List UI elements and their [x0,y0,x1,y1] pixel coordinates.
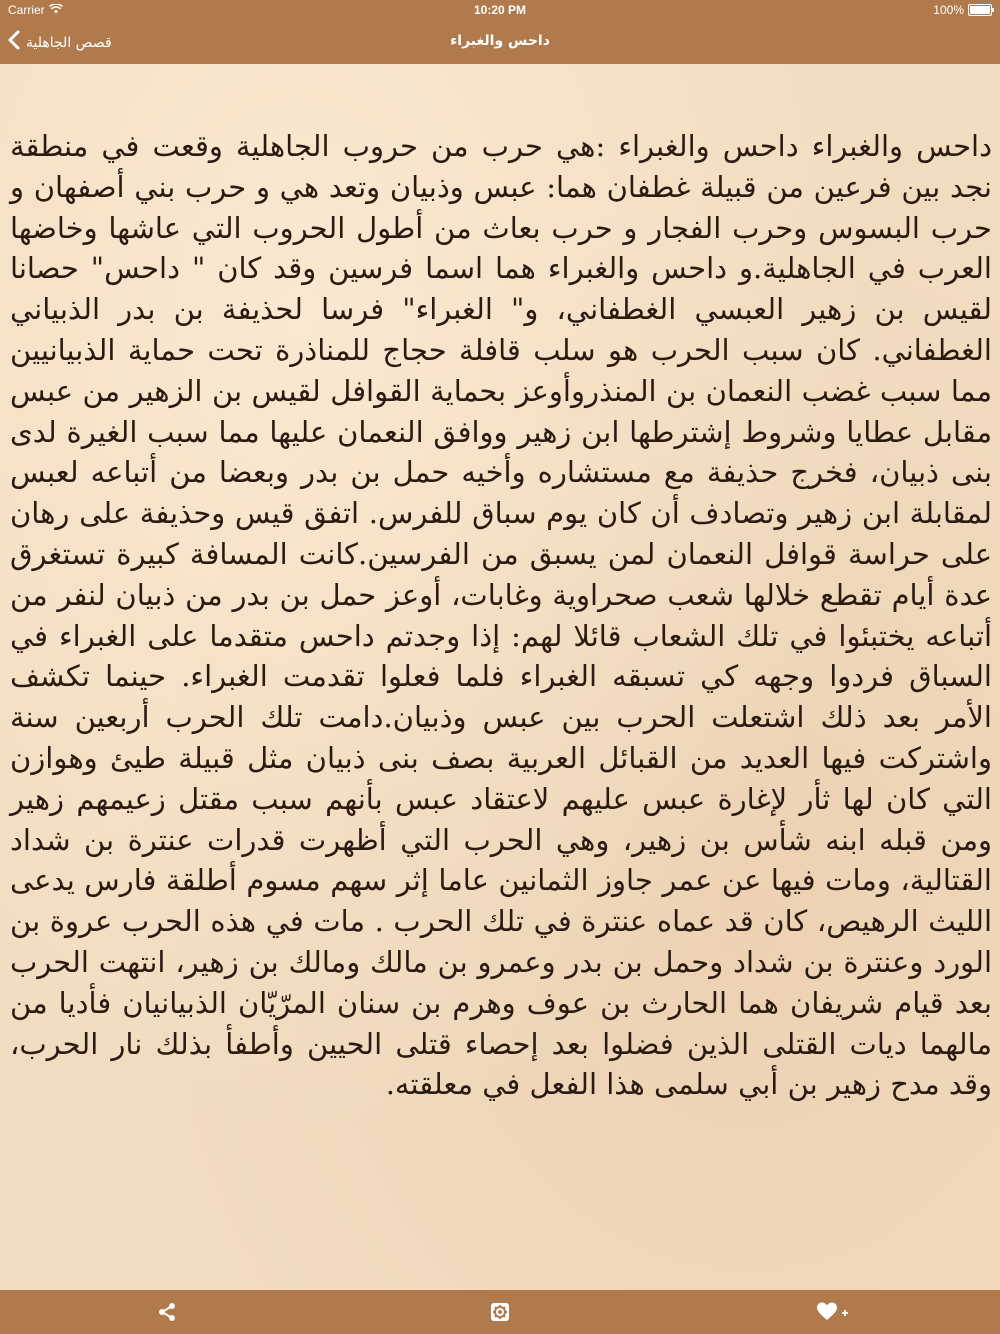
page-title: داحس والغبراء [450,33,550,49]
add-favorite-button[interactable] [816,1301,850,1325]
share-icon [156,1301,180,1323]
article-text: داحس والغبراء داحس والغبراء :هي حرب من حروب الجاهلية وقعت في منطقة نجد بين فرعين من قبيلة غطفان هما: عبس وذبيان وتعد هي و حرب بني أصفهان و حرب البسوس وحرب الفجار و حرب بعاث من أطول الحروب التي عاشها وخاضها العرب في الجاهلية.و داحس والغبراء هما اسما فرسين وقد كان " داحس" حصانا لقيس بن زهير العبسي الغطفاني، و" الغبراء" فرسا لحذيفة بن بدر الذبياني الغطفاني. كان سبب الحرب هو سلب قافلة حجاج للمناذرة تحت حماية الذبيانيين مما سبب غضب النعمان بن المنذروأوعز بحماية القوافل لقيس بن الزهير من عبس مقابل عطايا وشروط إشترطها ابن زهير ووافق النعمان عليها مما سبب الغيرة لدى بنى ذبيان، فخرج حذيفة مع مستشاره وأخيه حمل بن بدر وبعضا من أتباعه لعبس لمقابلة ابن زهير وتصادف أن كان يوم سباق للفرس. اتفق قيس وحذيفة على رهان على حراسة قوافل النعمان لمن يسبق من الفرسين.كانت المسافة كبيرة تستغرق عدة أيام تقطع خلالها شعب صحراوية وغابات، أوعز حمل بن بدر من ذبيان لنفر من أتباعه يختبئوا في تلك الشعاب قائلا لهم: إذا وجدتم داحس متقدما على الغبراء في السباق فردوا وجهه كي تسبقه الغبراء فلما فعلوا تقدمت الغبراء. حينما تكشف الأمر بعد ذلك اشتعلت الحرب بين عبس وذبيان.دامت تلك الحرب أربعين سنة واشتركت فيها العديد من القبائل العربية بصف بنى ذبيان مثل قبيلة طيئ وهوازن التي كان لها ثأر لإغارة عبس عليهم لاعتقاد عبس بأنهم سبب مقتل زعيمهم زهير ومن قبله ابنه شأس بن زهير، وهي الحرب التي أظهرت قدرات عنترة بن شداد القتالية، ومات فيها عن عمر جاوز الثمانين عاما إثر سهم مسوم أطلقة فارس يدعى الليث الرهيص، كان قد عماه عنترة في تلك الحرب . مات في هذه الحرب عروة بن الورد وعنترة بن شداد وحمل بن بدر وعمرو بن مالك ومالك بن زهير، انتهت الحرب بعد قيام شريفان هما الحارث بن عوف وهرم بن سنان المرّيّان الذبيانيان فأديا من مالهما ديات القتلى الذين فضلوا بعد إحصاء قتلى الحيين وأطفأ بذلك نار الحرب، وقد مدح زهير بن أبي سلمى هذا الفعل في معلقته. [10,129,993,1102]
gear-icon [489,1301,513,1323]
back-button-label: قصص الجاهلية [26,34,112,51]
share-button[interactable] [156,1301,180,1325]
battery-icon [968,4,992,16]
battery-label: 100% [933,3,964,17]
clock: 10:20 PM [473,3,527,17]
carrier-label: Carrier [8,3,45,17]
status-bar [0,0,1000,22]
heart-plus-icon [816,1301,850,1323]
battery-indicator [933,3,992,17]
article-view[interactable] [0,64,1000,1290]
navigation-bar [0,22,1000,64]
settings-button[interactable] [489,1301,513,1325]
bottom-toolbar [0,1290,1000,1334]
